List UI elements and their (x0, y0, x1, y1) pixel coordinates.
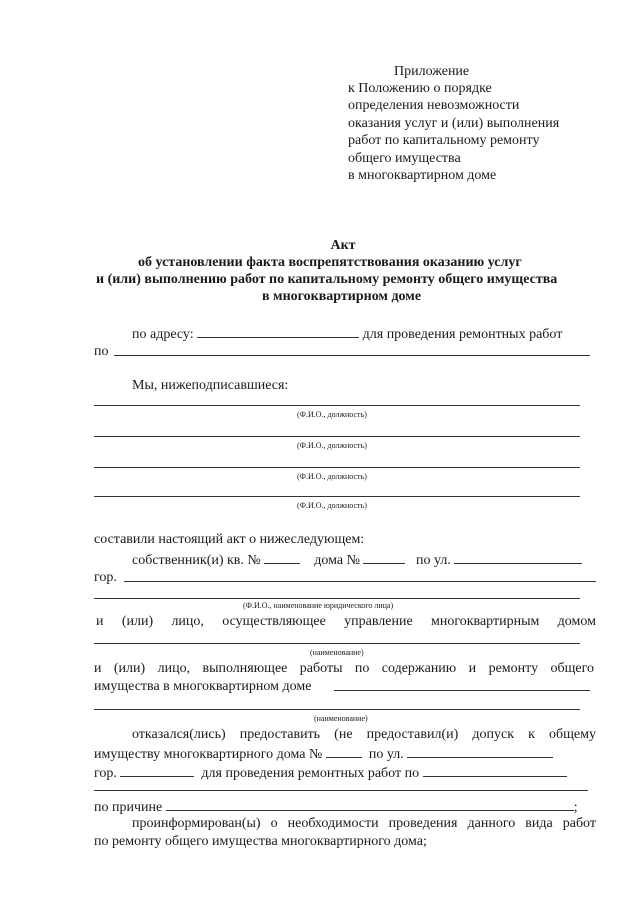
informed-text-2: по ремонту общего имущества многоквартирного дома; (94, 834, 427, 849)
maintenance-text: и (или) лицо, выполняющее работы по содержанию и ремонту общего (94, 661, 594, 676)
refused-house-field[interactable] (326, 745, 362, 758)
house-number-label: дома № (314, 553, 360, 568)
reason-field[interactable] (166, 798, 574, 811)
refused-street-label: по ул. (368, 747, 404, 762)
address-label: по адресу: (132, 327, 194, 342)
street-label: по ул. (415, 553, 451, 568)
city2-label: гор. (94, 766, 117, 781)
owner-name-field[interactable] (94, 598, 580, 599)
document-subtitle: в многоквартирном доме (262, 289, 422, 304)
repair-works-label: для проведения ремонтных работ по (201, 766, 420, 781)
po-label: по (94, 344, 109, 359)
fio-caption: (Ф.И.О., должность) (297, 501, 367, 510)
maintenance-name-field[interactable] (94, 709, 580, 710)
address-field[interactable] (197, 325, 359, 338)
appendix-line: общего имущества (348, 151, 461, 166)
reason-label: по причине (94, 800, 163, 815)
appendix-line: работ по капитальному ремонту (348, 133, 540, 148)
repair-works-field[interactable] (423, 764, 567, 777)
manager-name-field[interactable] (94, 643, 580, 644)
fio-legal-caption: (Ф.И.О., наименование юридического лица) (243, 601, 394, 610)
reason-row (94, 798, 578, 816)
street-field[interactable] (454, 551, 582, 564)
name-caption: (наименование) (310, 648, 364, 657)
city2-field[interactable] (120, 764, 194, 777)
refused-street-field[interactable] (407, 745, 553, 758)
appendix-line: оказания услуг и (или) выполнения (348, 116, 560, 131)
address-purpose: для проведения ремонтных работ (362, 327, 563, 342)
city-field[interactable] (124, 581, 596, 582)
document-title: Акт (330, 238, 356, 253)
appendix-line: к Положению о порядке (348, 81, 492, 96)
appendix-line: в многоквартирном доме (348, 168, 497, 183)
name-caption: (наименование) (314, 714, 368, 723)
refused-row (94, 745, 553, 763)
signer-field-4[interactable] (94, 496, 580, 497)
signer-field-1[interactable] (94, 405, 580, 406)
document-subtitle: и (или) выполнению работ по капитальному ремонту общего имущества (96, 272, 558, 287)
city-label: гор. (94, 570, 117, 585)
signer-field-3[interactable] (94, 467, 580, 468)
refused-text: отказался(лись) предоставить (не предоставил(и) допуск к общему (132, 727, 596, 742)
appendix-line: определения невозможности (348, 98, 520, 113)
fio-caption: (Ф.И.О., должность) (297, 410, 367, 419)
owner-apartment-label: собственник(и) кв. № (132, 553, 261, 568)
work-type-field[interactable] (114, 355, 590, 356)
fio-caption: (Ф.И.О., должность) (297, 472, 367, 481)
semicolon: ; (573, 800, 578, 815)
signers-intro: Мы, нижеподписавшиеся: (132, 378, 289, 393)
informed-text: проинформирован(ы) о необходимости проведения данного вида работ (132, 816, 596, 831)
document-subtitle: об установлении факта воспрепятствования оказанию услуг (138, 255, 522, 270)
address-row (132, 325, 562, 343)
composed-text: составили настоящий акт о нижеследующем: (94, 532, 365, 547)
maintenance-text-2: имущества в многоквартирном доме (94, 679, 312, 694)
refused-house-label: имуществу многоквартирного дома № (94, 747, 323, 762)
maintenance-field[interactable] (334, 690, 590, 691)
appendix-title: Приложение (394, 64, 470, 79)
fio-caption: (Ф.И.О., должность) (297, 441, 367, 450)
apartment-number-field[interactable] (264, 551, 300, 564)
manager-text: и (или) лицо, осуществляющее управление многоквартирным домом (96, 614, 596, 629)
works-continued-field[interactable] (94, 790, 588, 791)
city2-row (94, 764, 567, 782)
signer-field-2[interactable] (94, 436, 580, 437)
owner-row (132, 551, 582, 569)
house-number-field[interactable] (363, 551, 405, 564)
